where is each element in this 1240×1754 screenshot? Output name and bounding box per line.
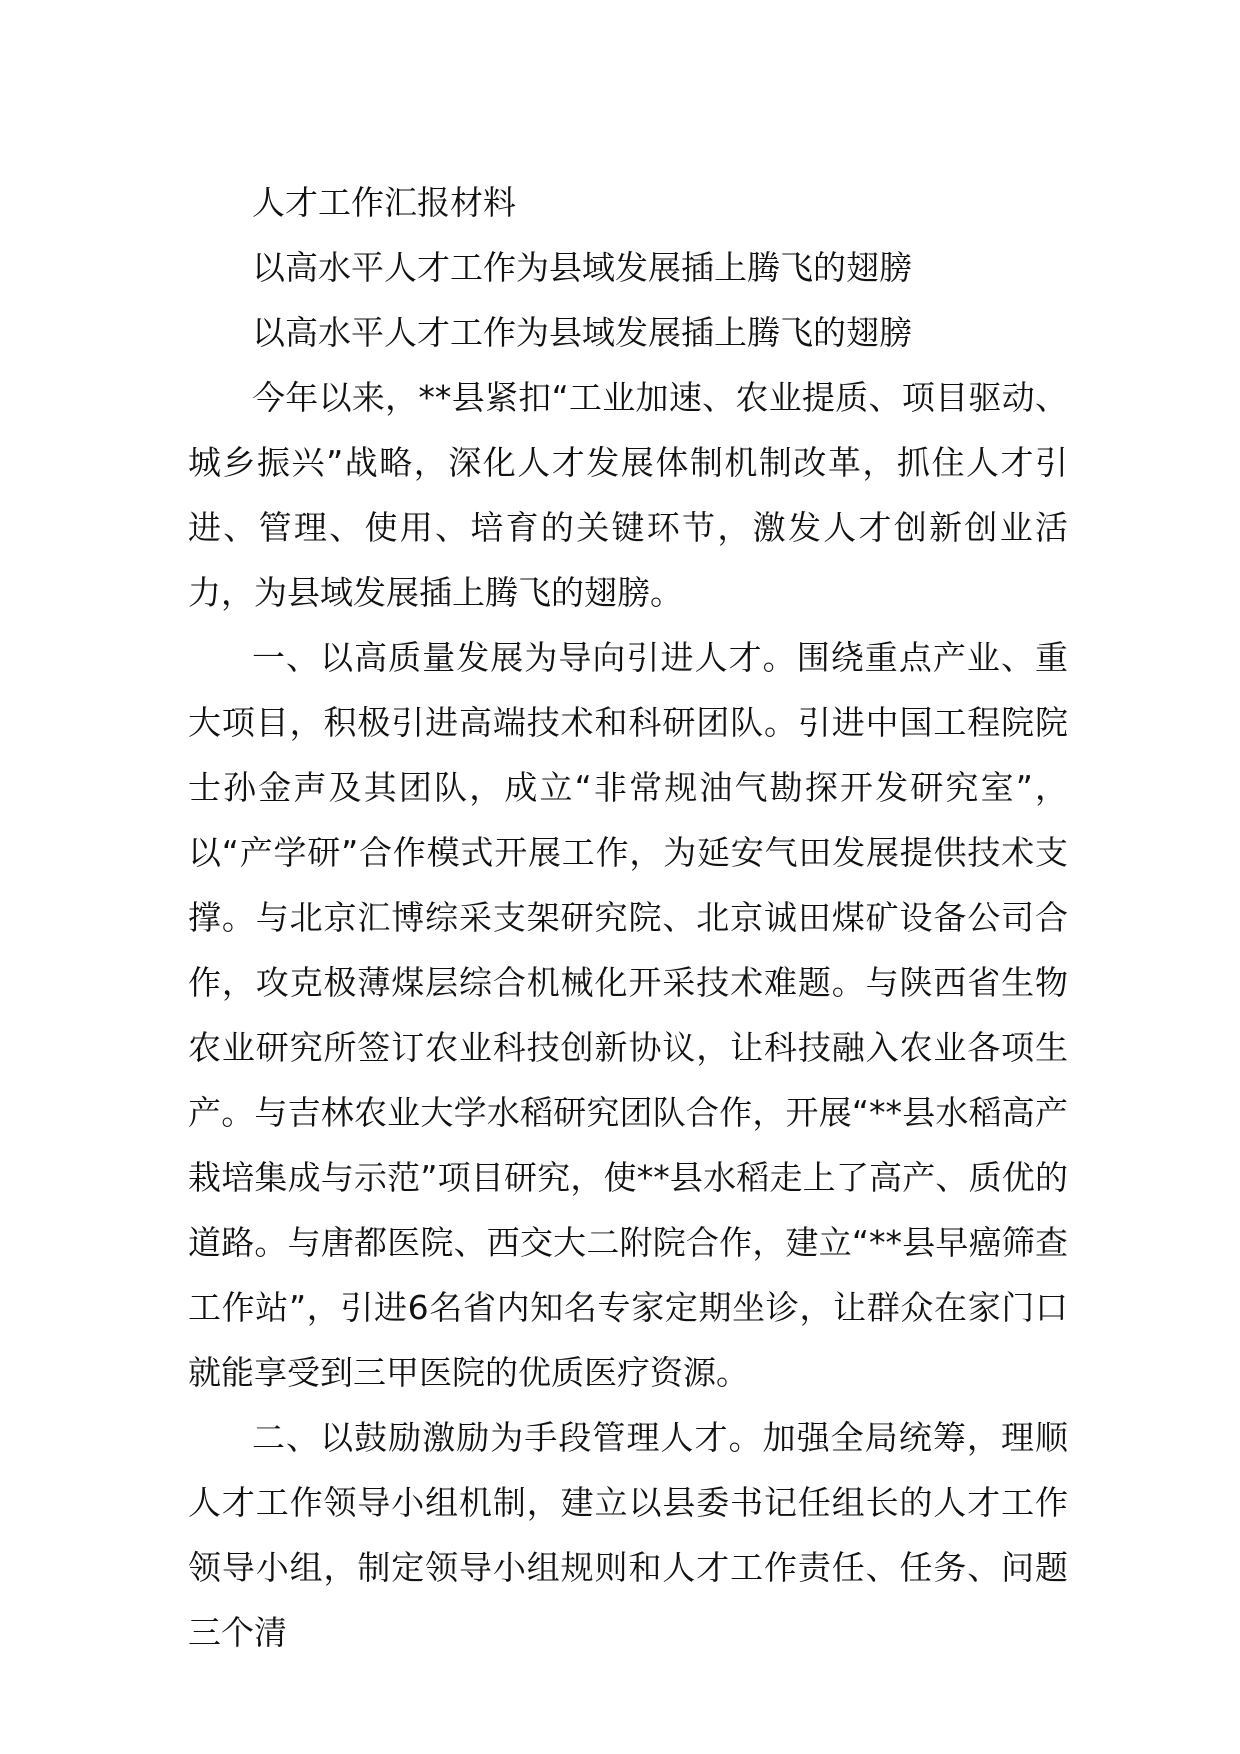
paragraph-intro: 今年以来，**县紧扣“工业加速、农业提质、项目驱动、城乡振兴”战略，深化人才发展体制机制改革，抓住人才引进、管理、使用、培育的关键环节，激发人才创新创业活力，为县域发展插上腾飞的翅膀。 bbox=[188, 378, 1068, 612]
document-title: 人才工作汇报材料 bbox=[252, 183, 516, 222]
document-body bbox=[188, 170, 1068, 1665]
document-subtitle: 以高水平人才工作为县域发展插上腾飞的翅膀 bbox=[252, 248, 912, 287]
paragraph-section-two: 二、以鼓励激励为手段管理人才。加强全局统筹，理顺人才工作领导小组机制，建立以县委书记任组长的人才工作领导小组，制定领导小组规则和人才工作责任、任务、问题三个清 bbox=[188, 1418, 1068, 1652]
document-subtitle-repeat: 以高水平人才工作为县域发展插上腾飞的翅膀 bbox=[252, 313, 912, 352]
paragraph-section-one: 一、以高质量发展为导向引进人才。围绕重点产业、重大项目，积极引进高端技术和科研团队。引进中国工程院院士孙金声及其团队，成立“非常规油气勘探开发研究室”，以“产学研”合作模式开展工作，为延安气田发展提供技术支撑。与北京汇博综采支架研究院、北京诚田煤矿设备公司合作，攻克极薄煤层综合机械化开采技术难题。与陕西省生物农业研究所签订农业科技创新协议，让科技融入农业各项生产。与吉林农业大学水稻研究团队合作，开展“**县水稻高产栽培集成与示范”项目研究，使**县水稻走上了高产、质优的道路。与唐都医院、西交大二附院合作，建立“**县早癌筛查工作站”，引进6名省内知名专家定期坐诊，让群众在家门口就能享受到三甲医院的优质医疗资源。 bbox=[188, 638, 1068, 1392]
